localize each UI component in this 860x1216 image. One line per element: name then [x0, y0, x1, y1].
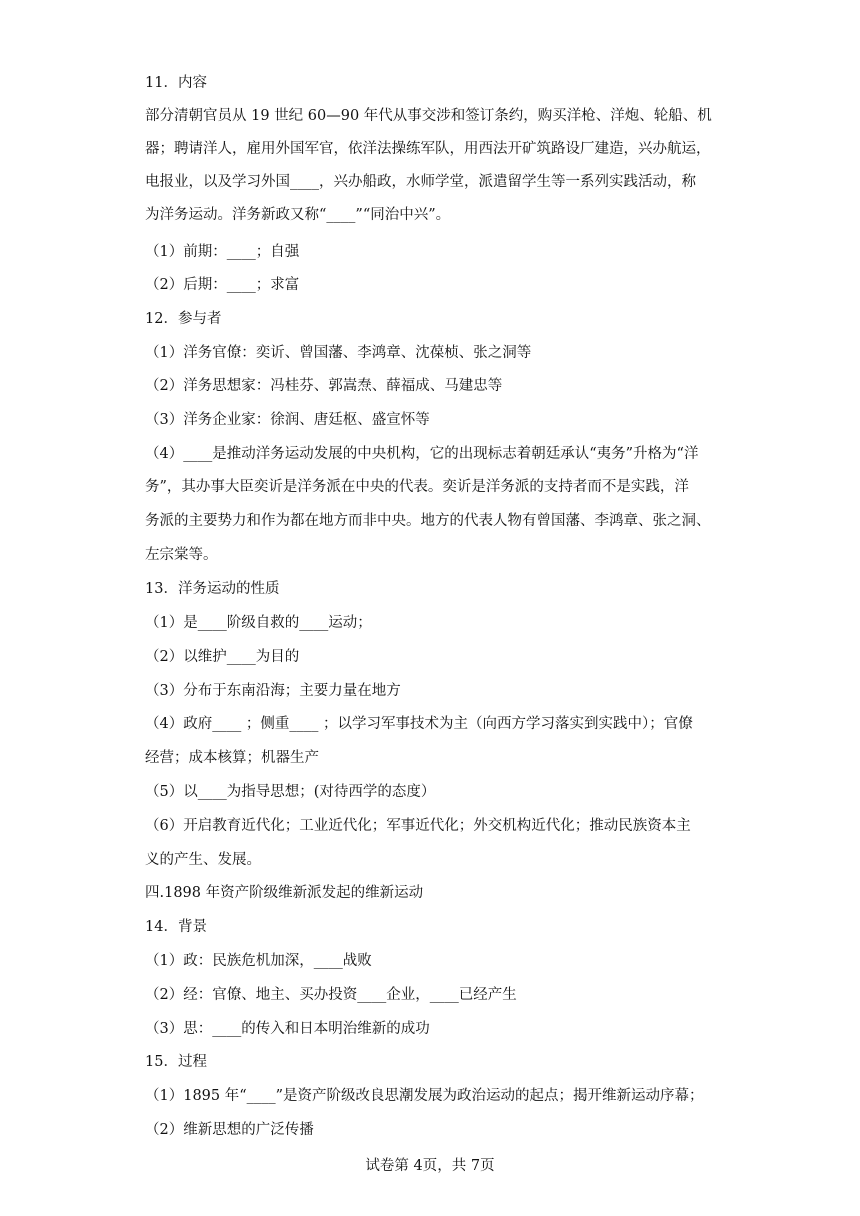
list-item: （3）思：____的传入和日本明治维新的成功	[145, 1021, 430, 1037]
paragraph-line: 义的产生、发展。	[145, 852, 261, 868]
list-item: （2）后期：____；求富	[145, 277, 300, 293]
paragraph-line: 部分清朝官员从 19 世纪 60—90 年代从事交涉和签订条约，购买洋枪、洋炮、轮船、机	[145, 108, 712, 124]
list-item: （1）1895 年“____”是资产阶级改良思潮发展为政治运动的起点；揭开维新运动序幕；	[145, 1088, 704, 1104]
list-item: （2）维新思想的广泛传播	[145, 1122, 314, 1138]
list-item: （1）洋务官僚：奕䜣、曾国藩、李鸿章、沈葆桢、张之洞等	[145, 345, 532, 361]
paragraph-line: 电报业，以及学习外国____，兴办船政，水师学堂，派遣留学生等一系列实践活动，称	[145, 174, 696, 190]
list-item: （2）以维护____为目的	[145, 649, 300, 665]
paragraph-line: 经营；成本核算；机器生产	[145, 750, 319, 766]
list-item: （5）以____为指导思想；(对待西学的态度）	[145, 784, 436, 800]
heading-15: 15．过程	[145, 1054, 207, 1070]
heading-11: 11．内容	[145, 75, 207, 91]
list-item: （4）____是推动洋务运动发展的中央机构，它的出现标志着朝廷承认“夷务”升格为“洋	[145, 446, 699, 462]
heading-14: 14．背景	[145, 919, 207, 935]
paragraph-line: 左宗棠等。	[145, 547, 218, 563]
paragraph-line: 务派的主要势力和作为都在地方而非中央。地方的代表人物有曾国藩、李鸿章、张之洞、	[145, 513, 711, 529]
list-item: （2）洋务思想家：冯桂芬、郭嵩焘、薛福成、马建忠等	[145, 378, 503, 394]
list-item: （3）分布于东南沿海；主要力量在地方	[145, 683, 401, 699]
section-heading: 四.1898 年资产阶级维新派发起的维新运动	[145, 885, 424, 901]
list-item: （6）开启教育近代化；工业近代化；军事近代化；外交机构近代化；推动民族资本主	[145, 818, 691, 834]
paragraph-line: 器；聘请洋人，雇用外国军官，依洋法操练军队，用西法开矿筑路设厂建造，兴办航运，	[145, 141, 711, 157]
page-footer: 试卷第 4页，共 7页	[365, 1158, 495, 1174]
heading-12: 12．参与者	[145, 311, 222, 327]
list-item: （2）经：官僚、地主、买办投资____企业，____已经产生	[145, 987, 517, 1003]
list-item: （1）前期：____；自强	[145, 244, 300, 260]
list-item: （1）政：民族危机加深，____战败	[145, 953, 372, 969]
list-item: （1）是____阶级自救的____运动；	[145, 615, 372, 631]
list-item: （4）政府____ ；侧重____ ；以学习军事技术为主（向西方学习落实到实践中）；官僚	[145, 716, 693, 732]
paragraph-line: 务”，其办事大臣奕䜣是洋务派在中央的代表。奕䜣是洋务派的支持者而不是实践，洋	[145, 479, 689, 495]
paragraph-line: 为洋务运动。洋务新政又称“____”“同治中兴”。	[145, 207, 451, 223]
heading-13: 13．洋务运动的性质	[145, 581, 280, 597]
list-item: （3）洋务企业家：徐润、唐廷枢、盛宣怀等	[145, 412, 430, 428]
